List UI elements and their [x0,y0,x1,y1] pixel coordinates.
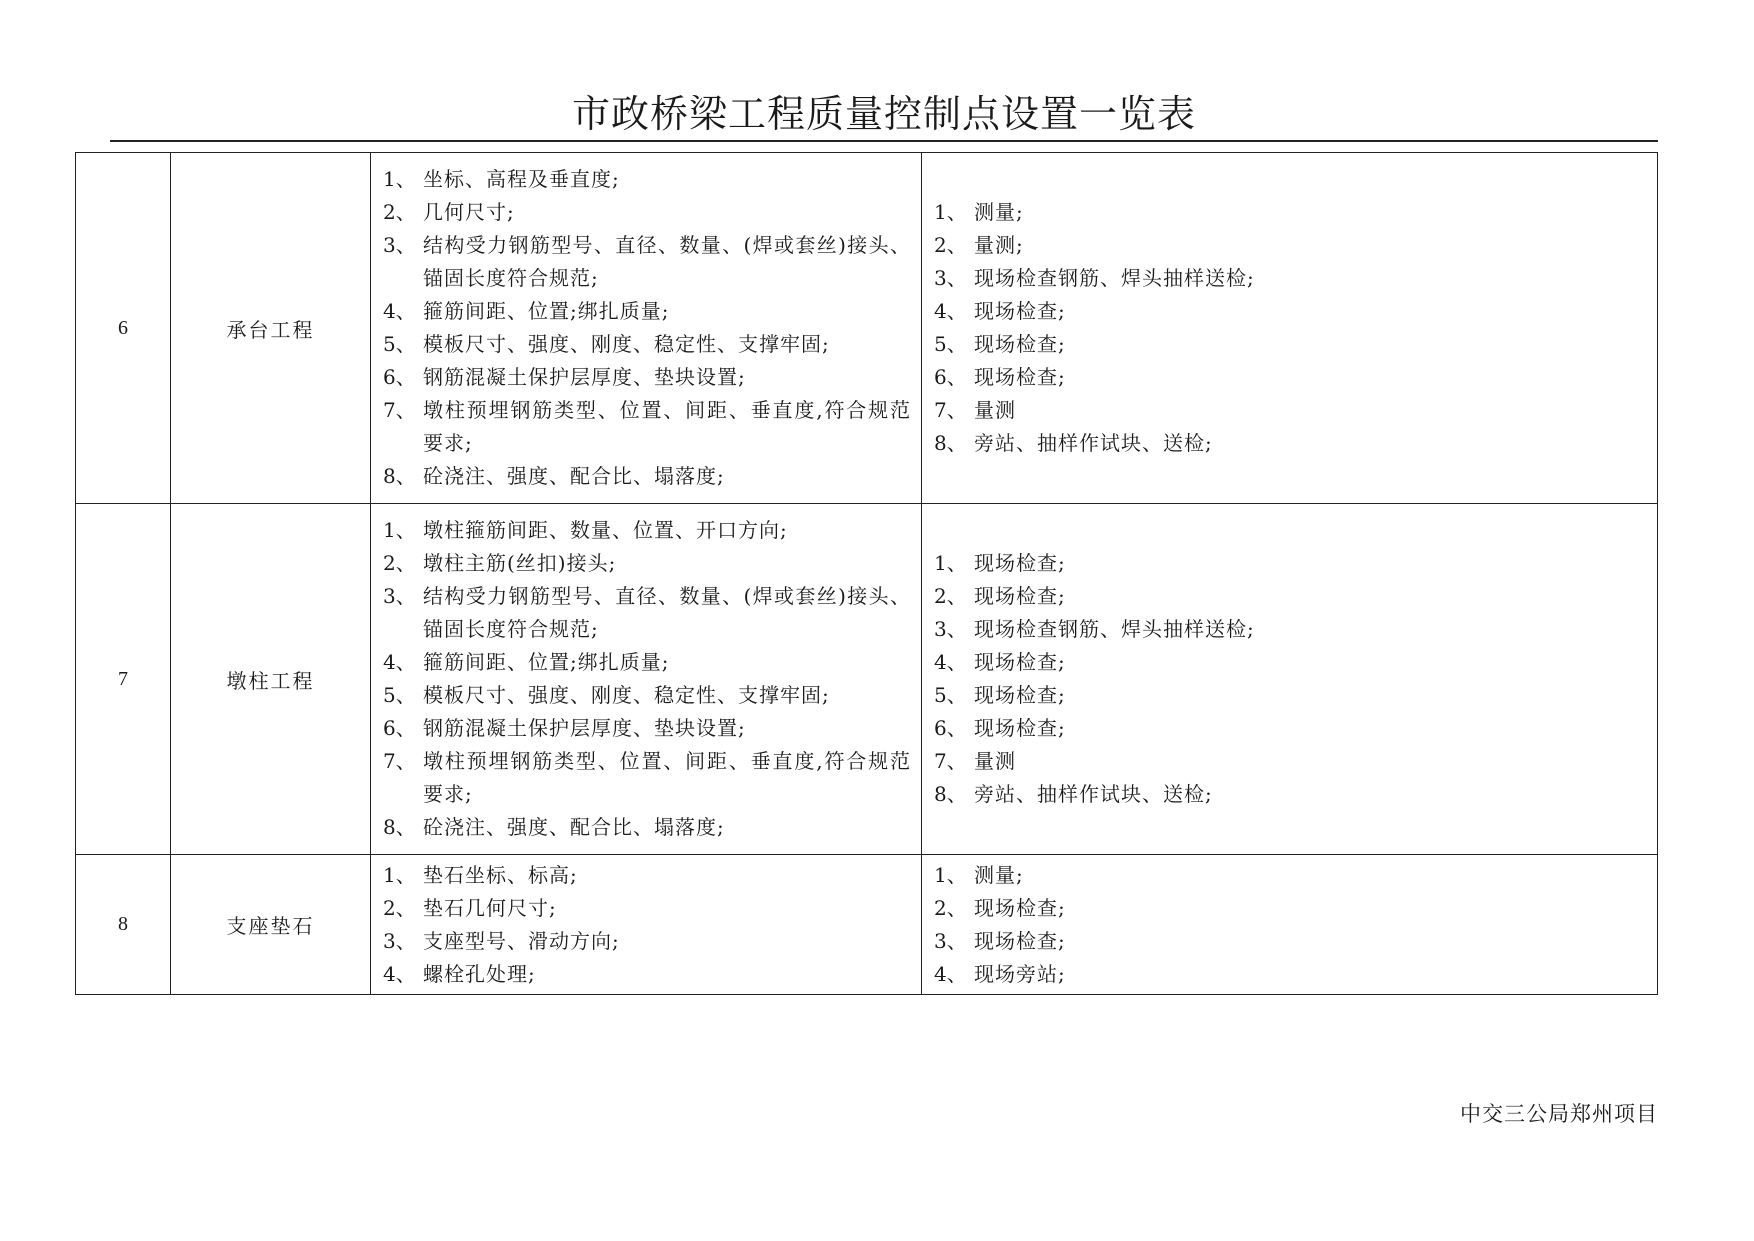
list-item-number: 5、 [383,683,416,707]
row-number: 8 [76,855,171,995]
table-row [76,504,1658,855]
list-item-text: 测量; [974,862,1024,887]
list-item-text: 现场检查; [974,650,1066,674]
list-item-text: 现场旁站; [974,961,1066,986]
control-points-list [371,161,921,495]
list-item-text: 结构受力钢筋型号、直径、数量、(焊或套丝)接头、锚固长度符合规范; [423,233,911,290]
work-item-name: 承台工程 [171,153,371,504]
list-item-number: 2、 [934,584,967,608]
list-item-text: 墩柱预埋钢筋类型、位置、间距、垂直度,符合规范要求; [423,398,911,455]
list-item-number: 3、 [383,233,416,257]
list-item-number: 1、 [934,862,967,887]
list-item [383,547,911,580]
control-points-cell [371,855,922,995]
list-item-number: 1、 [934,551,967,575]
list-item-text: 墩柱预埋钢筋类型、位置、间距、垂直度,符合规范要求; [423,749,911,806]
list-item-number: 7、 [383,398,416,422]
check-methods-list [922,545,1657,813]
list-item-text: 现场检查钢筋、焊头抽样送检; [974,617,1255,641]
list-item-text: 现场检查; [974,299,1066,323]
list-item-number: 1、 [934,200,967,224]
table-row [76,855,1658,995]
row-number: 6 [76,153,171,504]
list-item-number: 1、 [383,518,416,542]
list-item [383,892,911,925]
list-item-number: 1、 [383,167,416,191]
list-item-text: 支座型号、滑动方向; [423,928,620,953]
list-item-number: 6、 [934,716,967,740]
list-item-number: 6、 [383,716,416,740]
list-item-text: 量测; [974,233,1024,257]
list-item-text: 模板尺寸、强度、刚度、稳定性、支撑牢固; [423,683,830,707]
list-item [383,859,911,892]
list-item [934,580,1647,613]
list-item-number: 3、 [934,266,967,290]
list-item [934,646,1647,679]
list-item [934,859,1647,892]
list-item-number: 7、 [383,749,416,773]
list-item-text: 现场检查钢筋、焊头抽样送检; [974,266,1255,290]
list-item [934,262,1647,295]
list-item [383,925,911,958]
list-item [934,229,1647,262]
list-item [383,580,911,646]
list-item-number: 3、 [934,928,967,953]
list-item-text: 现场检查; [974,895,1066,920]
list-item-text: 箍筋间距、位置;绑扎质量; [423,650,670,674]
list-item [383,712,911,745]
list-item-text: 垫石坐标、标高; [423,862,578,887]
list-item [383,163,911,196]
list-item-text: 墩柱箍筋间距、数量、位置、开口方向; [423,518,788,542]
list-item-number: 4、 [934,299,967,323]
list-item-text: 模板尺寸、强度、刚度、稳定性、支撑牢固; [423,332,830,356]
list-item-number: 2、 [934,895,967,920]
list-item-number: 5、 [934,332,967,356]
list-item-text: 旁站、抽样作试块、送检; [974,782,1213,806]
list-item-text: 现场检查; [974,716,1066,740]
page-title: 市政桥梁工程质量控制点设置一览表 [571,92,1196,136]
list-item-number: 5、 [383,332,416,356]
table-body [76,153,1658,995]
list-item-number: 2、 [934,233,967,257]
list-item [383,229,911,295]
list-item [934,547,1647,580]
list-item [934,892,1647,925]
list-item [934,958,1647,991]
list-item-text: 钢筋混凝土保护层厚度、垫块设置; [423,716,746,740]
list-item-text: 螺栓孔处理; [423,961,536,986]
list-item-number: 4、 [383,299,416,323]
list-item-number: 8、 [383,815,416,839]
list-item [934,328,1647,361]
list-item [934,196,1647,229]
list-item-text: 现场检查; [974,928,1066,953]
footer-company: 中交三公局郑州项目 [1460,1102,1658,1126]
list-item-number: 2、 [383,551,416,575]
list-item [934,613,1647,646]
list-item-number: 6、 [383,365,416,389]
control-points-cell [371,504,922,855]
list-item-text: 测量; [974,200,1024,224]
work-item-name: 支座垫石 [171,855,371,995]
list-item [383,958,911,991]
list-item [934,679,1647,712]
list-item [934,745,1647,778]
list-item-text: 坐标、高程及垂直度; [423,167,620,191]
list-item-number: 4、 [934,650,967,674]
list-item [383,745,911,811]
list-item-text: 几何尺寸; [423,200,515,224]
list-item-text: 现场检查; [974,551,1066,575]
list-item-text: 量测 [974,398,1016,422]
row-number: 7 [76,504,171,855]
list-item-number: 8、 [934,431,967,455]
list-item-text: 垫石几何尺寸; [423,895,557,920]
quality-control-table [75,152,1658,995]
control-points-cell [371,153,922,504]
list-item-text: 现场检查; [974,683,1066,707]
list-item-text: 砼浇注、强度、配合比、塌落度; [423,815,725,839]
list-item [383,460,911,493]
list-item-number: 3、 [383,928,416,953]
list-item [934,427,1647,460]
list-item-text: 墩柱主筋(丝扣)接头; [423,551,617,575]
list-item-text: 钢筋混凝土保护层厚度、垫块设置; [423,365,746,389]
list-item [934,712,1647,745]
list-item-number: 4、 [934,961,967,986]
list-item [934,778,1647,811]
list-item [383,361,911,394]
list-item-number: 7、 [934,749,967,773]
list-item-number: 8、 [383,464,416,488]
list-item [383,295,911,328]
list-item [383,811,911,844]
list-item-text: 现场检查; [974,365,1066,389]
list-item [934,295,1647,328]
table-row [76,153,1658,504]
list-item-number: 3、 [934,617,967,641]
work-item-name: 墩柱工程 [171,504,371,855]
check-methods-cell [922,153,1658,504]
list-item-number: 2、 [383,895,416,920]
list-item-text: 箍筋间距、位置;绑扎质量; [423,299,670,323]
control-points-list [371,512,921,846]
check-methods-list [922,194,1657,462]
list-item [383,514,911,547]
list-item-number: 8、 [934,782,967,806]
list-item-number: 6、 [934,365,967,389]
list-item-number: 5、 [934,683,967,707]
control-points-list [371,857,921,993]
title-rule [110,140,1658,142]
list-item-number: 4、 [383,961,416,986]
list-item [383,196,911,229]
list-item [383,394,911,460]
list-item-text: 结构受力钢筋型号、直径、数量、(焊或套丝)接头、锚固长度符合规范; [423,584,911,641]
list-item [934,361,1647,394]
list-item [383,679,911,712]
list-item-text: 现场检查; [974,584,1066,608]
list-item [934,394,1647,427]
list-item-text: 现场检查; [974,332,1066,356]
list-item-text: 旁站、抽样作试块、送检; [974,431,1213,455]
list-item-text: 量测 [974,749,1016,773]
list-item [383,328,911,361]
check-methods-cell [922,504,1658,855]
check-methods-cell [922,855,1658,995]
list-item-number: 1、 [383,862,416,887]
list-item-number: 3、 [383,584,416,608]
list-item-number: 7、 [934,398,967,422]
check-methods-list [922,857,1657,993]
list-item-number: 4、 [383,650,416,674]
list-item-text: 砼浇注、强度、配合比、塌落度; [423,464,725,488]
list-item [383,646,911,679]
list-item-number: 2、 [383,200,416,224]
list-item [934,925,1647,958]
